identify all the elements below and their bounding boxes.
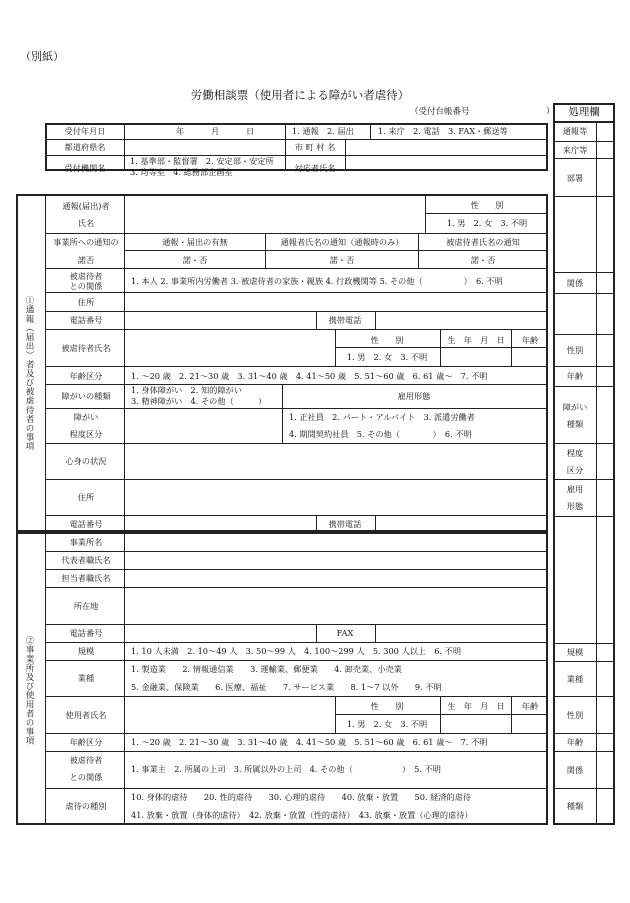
reporter-gender-head: 性 別: [470, 200, 504, 210]
victim-age-head: 年齢: [521, 335, 539, 345]
victim-mobile-label: 携帯電話: [328, 519, 362, 529]
reporter-label-1: 通報(届出)者: [62, 201, 110, 211]
address-label: 住所: [77, 297, 95, 307]
side-gender: 性別: [566, 345, 584, 355]
side-notify: 通報等: [562, 126, 588, 136]
section2-title: ②事業所及び使用者の事項: [24, 636, 35, 746]
phone-label: 電話番号: [69, 315, 103, 325]
employment-options-2: 4. 期間契約社員 5. その他（ ） 6. 不明: [289, 429, 472, 439]
victim-address-label: 住所: [77, 492, 95, 502]
degree-label-2: 程度区分: [69, 429, 103, 439]
notice-col-2: 通報者氏名の通知（通報時のみ）: [280, 237, 404, 247]
victim-gender-options: 1. 男 2. 女 3. 不明: [346, 352, 428, 362]
consent-3: 諾・否: [470, 255, 496, 265]
victim-name-label: 被虐待者氏名: [61, 343, 111, 353]
industry-options-2: 5. 金融業、保険業 6. 医療、福祉 7. サービス業 8. 1〜7 以外 9. 不明: [131, 682, 442, 692]
abuse-options-2: 41. 放棄・放置（身体的虐待） 42. 放棄・放置（性的虐待） 43. 放棄・放置（心理的虐待）: [131, 810, 473, 820]
receipt-number: （受付台帳番号 ）: [410, 107, 555, 117]
victim-phone-label: 電話番号: [69, 519, 103, 529]
year-label: 年: [176, 126, 185, 136]
attachment-label: （別紙）: [20, 50, 64, 63]
side-dept: 部署: [566, 173, 584, 183]
employer-birth-head: 生 年 月 日: [447, 701, 505, 711]
abuse-type-label: 虐待の種別: [65, 801, 107, 811]
side-dis-type-1: 障がい: [562, 402, 588, 412]
staff-label: 担当者職氏名: [61, 573, 111, 583]
relation-options: 1. 本人 2. 事業所内労働者 3. 被虐待者の家族・親族 4. 行政機関等 5. その他（ ） 6. 不明: [131, 276, 503, 286]
handler-label: 対応者氏名: [294, 163, 336, 173]
notice-col-1: 通報・届出の有無: [162, 237, 228, 247]
side-scale: 規模: [566, 647, 584, 657]
day-label: 日: [246, 126, 255, 136]
consent-1: 諾・否: [182, 255, 208, 265]
representative-label: 代表者職氏名: [61, 555, 111, 565]
employment-options-1: 1. 正社員 2. パート・アルバイト 3. 派遣労働者: [289, 412, 475, 422]
consent-2: 諾・否: [329, 255, 355, 265]
city-label: 市 町 村 名: [294, 142, 336, 152]
side-degree-2: 区分: [566, 465, 584, 475]
side-age: 年齢: [566, 371, 584, 381]
employer-relation-label-2: との関係: [69, 772, 103, 782]
prefecture-label: 都道府県名: [64, 142, 106, 152]
month-label: 月: [211, 126, 220, 136]
employer-age-label: 年齢区分: [69, 737, 103, 747]
industry-label: 業種: [77, 673, 95, 683]
office-label: 事業所名: [69, 537, 103, 547]
reporter-label-2: 氏名: [77, 218, 95, 228]
scale-label: 規模: [77, 646, 95, 656]
mobile-label: 携帯電話: [328, 315, 362, 325]
employer-gender-options: 1. 男 2. 女 3. 不明: [346, 719, 428, 729]
employer-label: 使用者氏名: [65, 710, 107, 720]
notice-col-3: 被虐待者氏名の通知: [446, 237, 520, 247]
side-age-2: 年齢: [566, 737, 584, 747]
side-relation-2: 関係: [566, 765, 584, 775]
side-emp-1: 雇用: [566, 484, 584, 494]
employer-relation-label-1: 被虐待者: [69, 755, 103, 765]
location-label: 所在地: [73, 601, 99, 611]
degree-label-1: 障がい: [73, 412, 99, 422]
scale-options: 1. 10 人未満 2. 10〜49 人 3. 50〜99 人 4. 100〜299 人 5. 300 人以上 6. 不明: [131, 646, 462, 656]
age-label: 年齢区分: [69, 371, 103, 381]
abuse-options-1: 10. 身体的虐待 20. 性的虐待 30. 心理的虐待 40. 放棄・放置 50. 経済的虐待: [131, 792, 472, 802]
side-gender-2: 性別: [566, 710, 584, 720]
fax-label: FAX: [336, 628, 354, 638]
employer-relation-options: 1. 事業主 2. 所属の上司 3. 所属以外の上司 4. その他（ ） 5. 不明: [131, 764, 441, 774]
side-header: 処理欄: [568, 106, 600, 118]
notice-label-2: 諾否: [77, 255, 95, 265]
age-options: 1. 〜20 歳 2. 21〜30 歳 3. 31〜40 歳 4. 41〜50 歳 5. 51〜60 歳 6. 61 歳〜 7. 不明: [131, 371, 488, 381]
reporter-gender-options: 1. 男 2. 女 3. 不明: [446, 218, 528, 228]
industry-options-1: 1. 製造業 2. 情報通信業 3. 運輸業、郵便業 4. 卸売業、小売業: [131, 664, 402, 674]
notice-label-1: 事業所への通知の: [53, 237, 119, 247]
relation-label-2: との関係: [69, 281, 103, 291]
notify-options: 1. 通報 2. 届出: [292, 126, 354, 136]
side-emp-2: 形態: [566, 501, 584, 511]
side-industry: 業種: [566, 674, 584, 684]
date-label: 受付年月日: [64, 126, 106, 136]
form-title: 労働相談票（使用者による障がい者虐待）: [190, 88, 410, 102]
side-degree-1: 程度: [566, 448, 584, 458]
side-frame: [553, 103, 615, 825]
employer-gender-head: 性 別: [370, 701, 404, 711]
employment-head: 雇用形態: [397, 391, 431, 401]
disability-type-label: 障がいの種類: [61, 391, 111, 401]
disability-options-2: 3. 精神障がい 4. その他（ ）: [131, 396, 267, 406]
side-abuse-type: 種類: [566, 801, 584, 811]
employer-age-head: 年齢: [521, 701, 539, 711]
side-relation: 関係: [566, 278, 584, 288]
office-phone-label: 電話番号: [69, 628, 103, 638]
relation-label-1: 被虐待者: [69, 271, 103, 281]
method-options: 1. 来庁 2. 電話 3. FAX・郵送等: [378, 126, 508, 136]
mental-label: 心身の状況: [65, 456, 107, 466]
section1-title: ①通報（届出）者及び被虐待者の事項: [24, 296, 35, 451]
disability-options-1: 1. 身体障がい 2. 知的障がい: [131, 385, 242, 395]
employer-age-options: 1. 〜20 歳 2. 21〜30 歳 3. 31〜40 歳 4. 41〜50 歳 5. 51〜60 歳 6. 61 歳〜 7. 不明: [131, 737, 488, 747]
side-dis-type-2: 種類: [566, 419, 584, 429]
org-options-1: 1. 基準部・監督署 2. 安定部・安定所: [130, 156, 274, 166]
victim-gender-head: 性 別: [370, 335, 404, 345]
side-visit: 来庁等: [562, 145, 588, 155]
org-label: 受付機関名: [64, 163, 106, 173]
victim-birth-head: 生 年 月 日: [447, 335, 505, 345]
org-options-2: 3. 均等室 4. 総務部企画室: [130, 167, 233, 177]
